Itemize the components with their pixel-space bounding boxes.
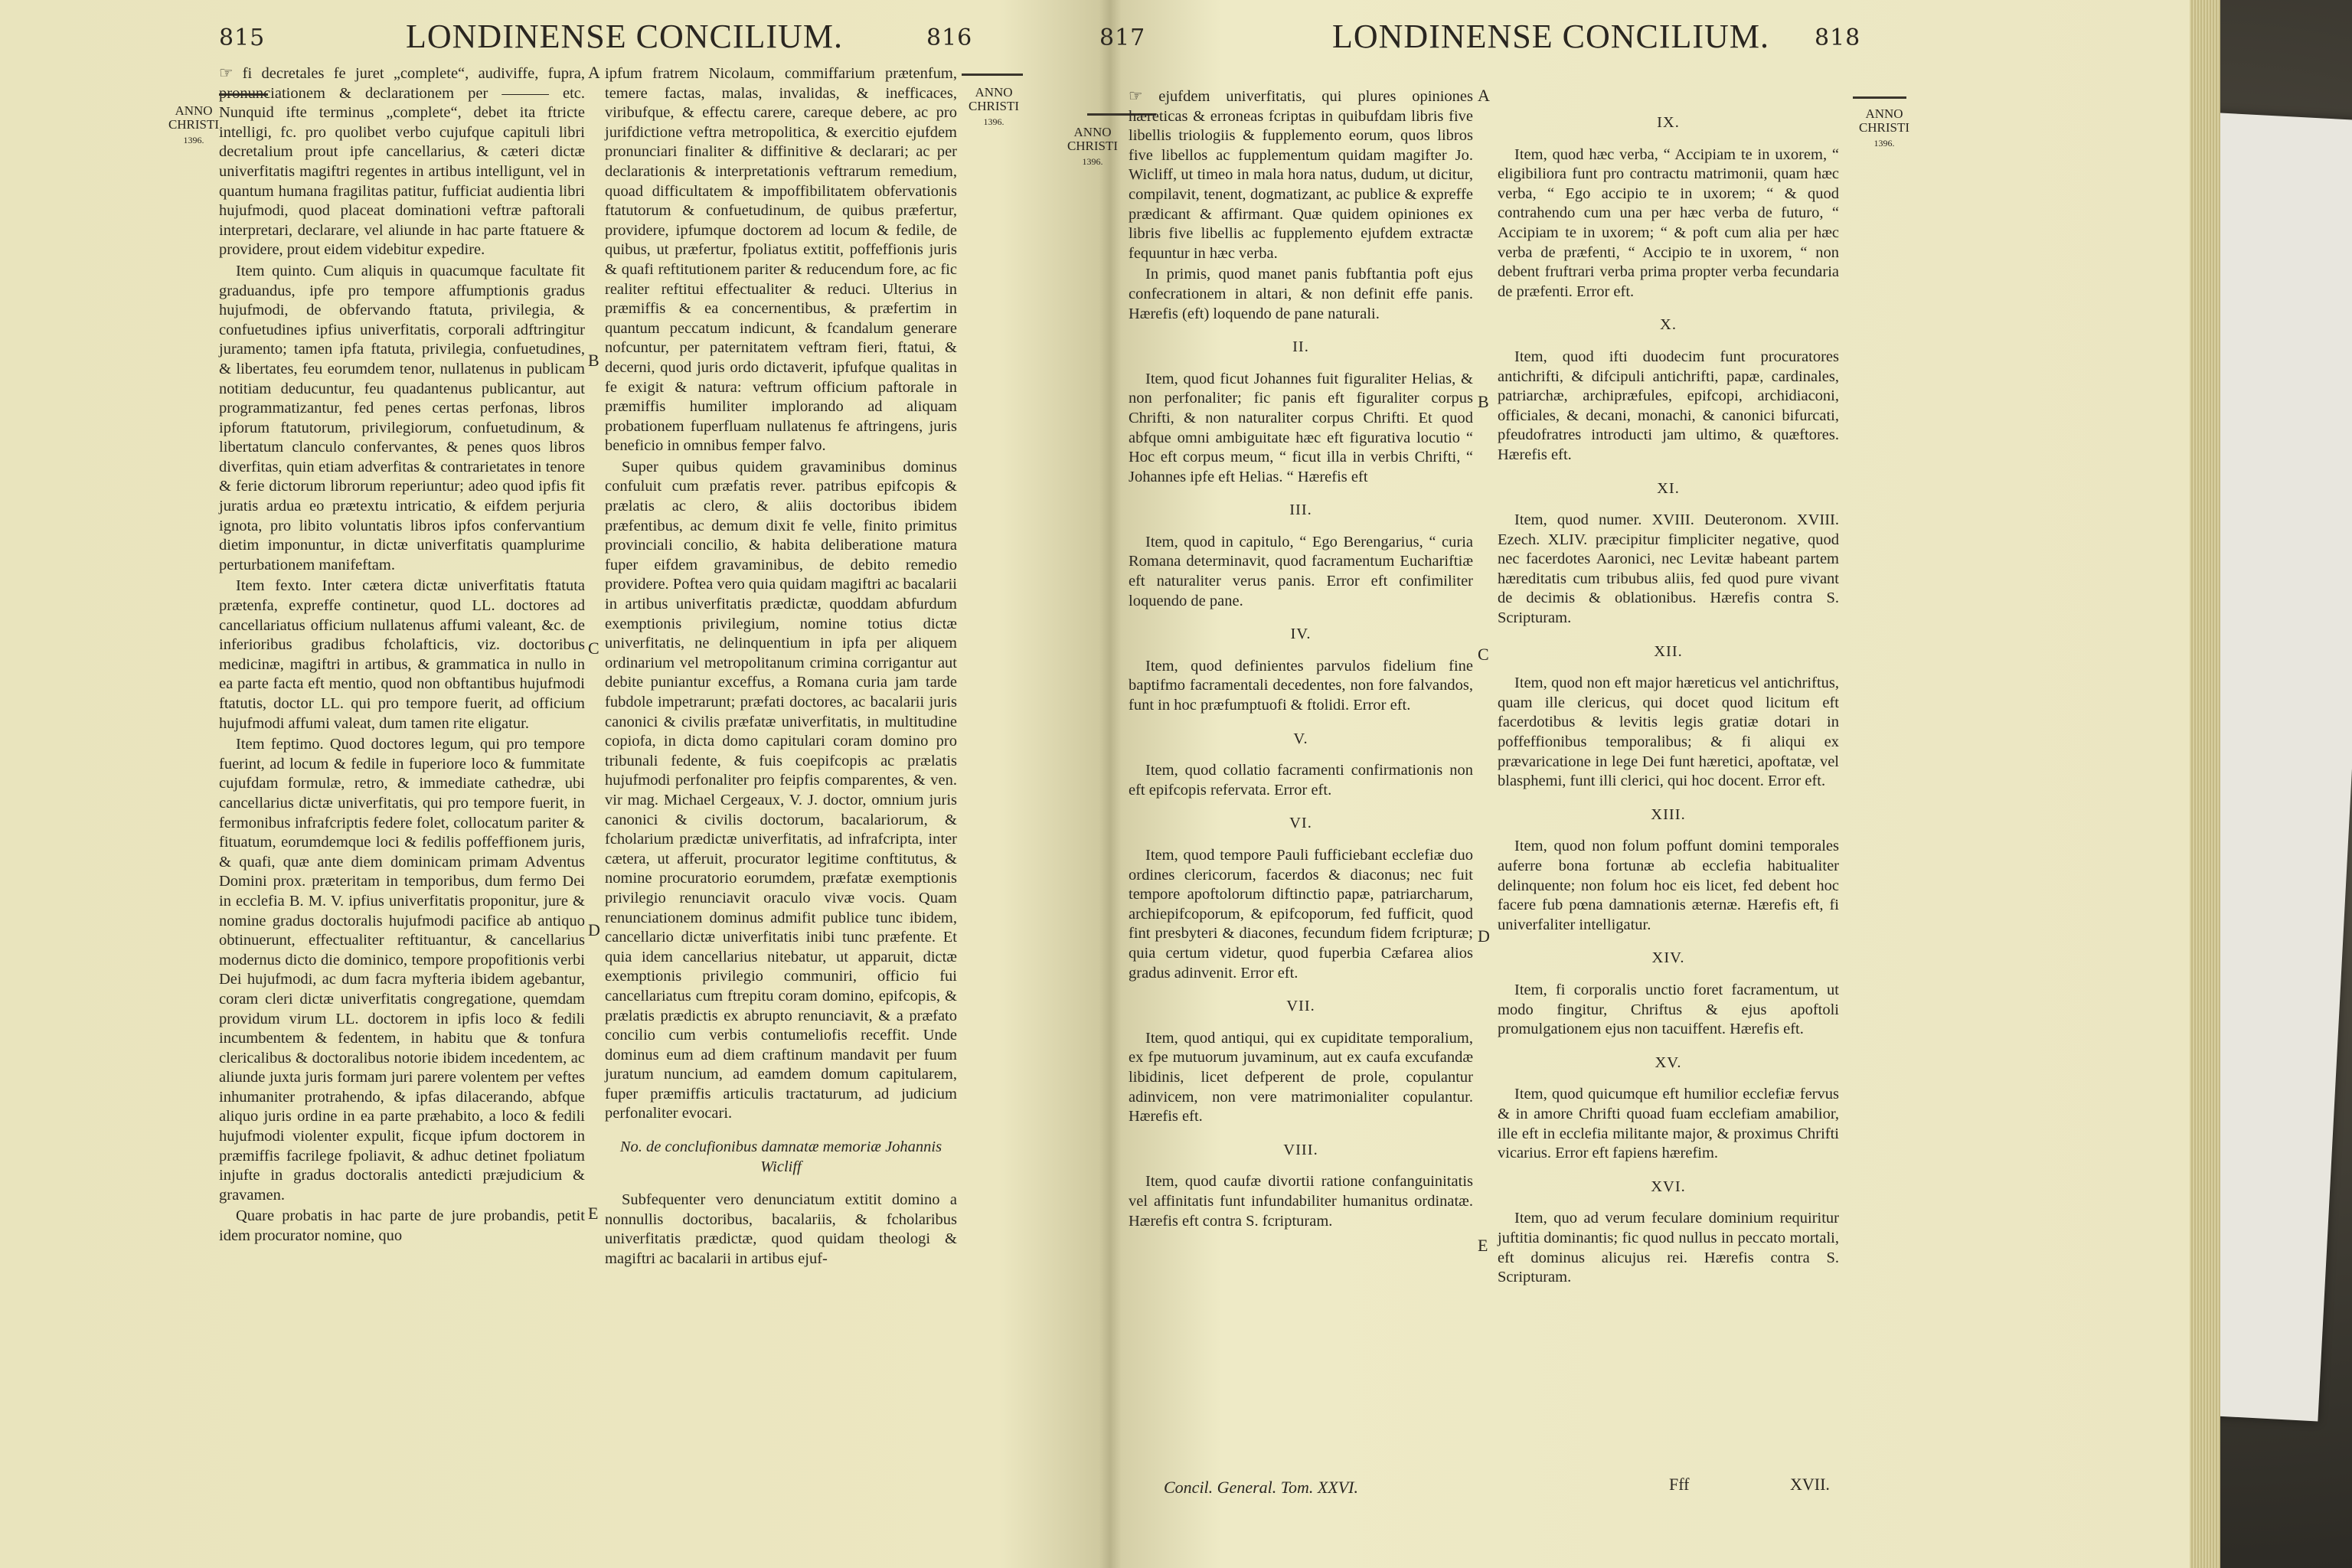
article-text: Item, fi corporalis unctio foret facramentum, ut modo fingitur, Chriftus & ejus apoftoli promulgationem ejus non tacuiffent. Hærefis eft.	[1498, 981, 1839, 1038]
year-margin-note	[965, 86, 1023, 129]
article-text: Item, quod in capitulo, “ Ego Berengarius, “ curia Romana determinavit, quod facramentum Euchariftiæ eft naturaliter verus panis. Error eft confimiliter loquendo de pane.	[1129, 533, 1473, 609]
section-letter-d: D	[1478, 926, 1490, 946]
year-label: 1396.	[1082, 156, 1103, 167]
year-margin-note	[167, 104, 220, 147]
left-page-column-2	[605, 64, 957, 1271]
anno-label: ANNO	[1865, 106, 1903, 121]
paragraph: Subfequenter vero denunciatum extitit domino a nonnullis doctoribus, bacalariis, & fcholaribus univerfitatis prædictæ, quod quidam theologi & magiftri ac bacalarii in artibus ejuf-	[605, 1191, 957, 1268]
page-title-right: LONDINENSE CONCILIUM.	[1332, 18, 1769, 55]
margin-rule	[1853, 96, 1906, 99]
article-number: XII.	[1654, 642, 1683, 660]
anno-label: ANNO	[975, 85, 1013, 100]
article-text: Item, quod ifti duodecim funt procuratores antichrifti, & difcipuli antichrifti, papæ, cardinales, patriarchæ, archipræfules, epifcopi, archidiaconi, officiales, & decani, monachi, & canonici bifurcati, pfeudofratres introducti jam ultimo, & quæftores. Hærefis eft.	[1498, 348, 1839, 463]
section-letter-b: B	[588, 351, 599, 370]
paragraph: Item quinto. Cum aliquis in quacumque facultate fit graduandus, ipfe pro tempore affumptionis gradus hujufmodi, de obfervando ftatuta, privilegia, & confuetudines ipfius univerfitatis, corporali adftringitur juramento; tamen ipfa ftatuta, privilegia, confuetudines, & libertates, feu eorumdem tenor, nullatenus in publicam notitiam deducuntur, feu quadantenus publicantur, aut programmatizantur, fed penes certas perfonas, libros ipforum ftatutorum, privilegiorum, confuetudinum, & libertatum clanculo confervantes, & penes quos libros diverfitas, quin etiam adverfitas & contrarietates in tenore & ferie dictorum librorum reperiuntur; adeo quod ipfis fit juratis ardua eo prætextu intricatio, & eifdem perjuria ignota, pro libito voluntatis libros ipfos confervantium dietim imponuntur, in dictæ univerfitatis quamplurime perturbationem manifeftam.	[219, 262, 585, 573]
christi-label: CHRISTI	[1858, 120, 1910, 135]
footer-catchword: XVII.	[1790, 1475, 1830, 1494]
page-number-818: 818	[1815, 24, 1861, 51]
section-letter-b: B	[1478, 392, 1489, 411]
year-label: 1396.	[183, 135, 204, 145]
paragraph: ☞ fi decretales fe juret „complete“, audiviffe, fupra, pronunciationem & declarationem per ——— etc. Nunquid ifte terminus „complete“, debet ita ftricte intelligi, fc. pro quolibet verbo cujufque capituli libri decretalium prout ipfe cancellarius, & cæteri dictæ univerfitatis magiftri regentes in artibus intelligunt, vel in quantum humana fragilitas patitur, fufficiat audientia libri hujufmodi, quod placeat dominationi veftræ paftorali interpretari, declarare, vel aliunde in hac parte ftatuere & providere, prout eidem videbitur expedire.	[219, 65, 585, 259]
article-number: XI.	[1657, 479, 1680, 497]
section-rubric: No. de conclufionibus damnatæ memoriæ Johannis Wicliff	[619, 1138, 942, 1175]
anno-label: ANNO	[175, 103, 213, 118]
year-label: 1396.	[983, 116, 1004, 127]
running-head-left	[0, 17, 1041, 63]
left-page-column-1	[219, 64, 585, 1248]
article-text: Item, quod caufæ divortii ratione confanguinitatis vel affinitatis funt infundabiliter humanitus ordinatæ. Hærefis eft contra S. fcripturam.	[1129, 1173, 1473, 1230]
page-number-815: 815	[219, 24, 266, 51]
article-number: II.	[1292, 338, 1309, 356]
article-number: X.	[1660, 316, 1677, 334]
section-letter-e: E	[1478, 1236, 1488, 1255]
page-number-816: 816	[926, 24, 973, 51]
article-number: VI.	[1289, 815, 1312, 832]
article-text: Item, quod non folum poffunt domini temporales auferre bona fortunæ ab ecclefia habitualiter delinquente; non folum hoc eis licet, fed debent hoc facere fub pœna damnationis æternæ. Hærefis eft, fi univerfaliter intelligatur.	[1498, 838, 1839, 933]
article-text: Item, quod tempore Pauli fufficiebant ecclefiæ duo ordines clericorum, facerdos & diaconus; nec fuit tempore apoftolorum diftinctio papæ, patriarcharum, archiepifcoporum, & epifcoporum, fed fufficit, quod fint presbyteri & diacones, fecundum fidem fcripturæ; quia certum videtur, quod fuperbia Cæfarea alios gradus adinvenit. Error eft.	[1129, 847, 1473, 982]
article-text: Item, quod quicumque eft humilior ecclefiæ fervus & in amore Chrifti quoad fuam ecclefiam amabilior, ille eft in ecclefia militante major, & proximus Chrifti vicarius. Error eft fapiens hærefim.	[1498, 1086, 1839, 1162]
section-letter-c: C	[1478, 645, 1489, 664]
paragraph: Super quibus quidem gravaminibus dominus confuluit cum præfatis rever. patribus epifcopis & prælatis ac clero, & aliis doctoribus ibidem præfentibus, ac demum dixit fe velle, finito primitus provinciali concilio, & habita deliberatione matura fuper eifdem gravaminibus, de debito remedio providere. Poftea vero quia quidam magiftri ac bacalarii in artibus univerfitatis prædictæ, quoddam abfurdum exemptionis privilegium, nomine totius dictæ univerfitatis, ne delinquentium in ipfa per aliquem ordinarium vel metropolitanum crimina corrigantur aut debite puniantur exceffus, a Romana curia jam tarde fubdole impetrarunt; præfati doctores, ac bacalarii juris canonici & civilis præfatæ univerfitatis, in multitudine copiofa, in dicta domo capitulari coram domino pro tribunali fedente, & fuis coepifcopis ac prælatis hujufmodi perfonaliter pro feipfis comparentes, & ven. vir mag. Michael Cergeaux, V. J. doctor, omnium juris canonici & civilis doctorum, bacalariorum, & fcholarium prædictæ univerfitatis, ad infrafcripta, inter cætera, ut afferuit, procurator legitime conftitutus, & nomine procuratorio eorumdem, præfatæ exemptionis privilegio renunciavit oraculo vivæ vocis. Quam renunciationem dominus admifit publice tunc ibidem, cancellario dictæ univerfitatis inibi tunc præfente. Et quia idem cancellarius nitebatur, ut apparuit, dictæ exemptionis privilegio communiri, officio fui cancellariatus cum ftrepitu coram domino, epifcopis, & prælatis prædictis ex abrupto renunciavit, & a præfato concilio cum verbis contumeliofis receffit. Unde dominus eum ad diem craftinum mandavit per fuum juratum nuncium, ad eamdem domum capitularem, fuper præmiffis articulis tractaturum, ad judicium perfonaliter evocari.	[605, 458, 957, 1122]
signature-text: Concil. General. Tom. XXVI.	[1164, 1478, 1358, 1497]
article-number: XIV.	[1651, 949, 1685, 967]
right-page-column-2	[1498, 100, 1839, 1302]
page-number-817: 817	[1099, 24, 1146, 51]
article-text: Item, quod numer. XVIII. Deuteronom. XVIII. Ezech. XLIV. præcipitur fimpliciter negative, quod nec facerdotes Aaronici, nec Levitæ habeant partem hæreditatis cum tribubus aliis, fed quod pure vivant de decimis & oblationibus. Hærefis contra S. Scripturam.	[1498, 511, 1839, 627]
article-text: Item, quod definientes parvulos fidelium fine baptifmo facramentali decedentes, non fore falvandos, funt in hoc præfumptuofi & ftolidi. Error eft.	[1129, 657, 1473, 714]
paragraph: ☞ ejufdem univerfitatis, qui plures opiniones hæreticas & erroneas fcriptas in quibufdam libris five libellis triologiis & fupplemento eorum, quos libros five libellos ac fupplementum quidam magifter Jo. Wicliff, ut timeo in mala hora natus, dudum, ut dicitur, compilavit, tenent, dogmatizant, ac publice & expreffe prædicant & affirmant. Quæ quidem opiniones ex libris five libellis ac fupplemento ejufdem extractæ fequuntur in hæc verba.	[1129, 88, 1473, 262]
running-head-right	[1049, 17, 2182, 63]
article-number: XV.	[1655, 1054, 1682, 1071]
page-title-left: LONDINENSE CONCILIUM.	[406, 18, 843, 55]
article-number: IX.	[1657, 114, 1680, 131]
right-page	[1049, 0, 2182, 1568]
christi-label: CHRISTI	[1067, 139, 1119, 153]
article-text: Item, quod hæc verba, “ Accipiam te in uxorem, “ eligibiliora funt pro contractu matrimonii, quam hæc verba, “ Ego accipio te in uxorem; “ & quod contrahendo cum una per hæc verba de futuro, “ Accipiam te in uxorem; “ & poft cum alia per hæc verba de præfenti, “ Accipio te in uxorem, “ non debent fruftrari verba prima propter verba fecundaria de præfenti. Error eft.	[1498, 145, 1839, 300]
christi-label: CHRISTI	[168, 117, 220, 132]
right-page-column-1	[1129, 87, 1473, 1245]
article-text: In primis, quod manet panis fubftantia poft ejus confecrationem in altari, & non definit effe panis. Hærefis (eft) loquendo de pane naturali.	[1129, 266, 1473, 322]
paragraph: Item feptimo. Quod doctores legum, qui pro tempore fuerint, ad locum & fedile in fuperiore loco & fummitate cujufdam formulæ, retro, & immediate cathedræ, ubi cancellarius dictæ univerfitatis, qui pro tempore fuerit, in fermonibus infrafcriptis federe folet, collocatum pariter & fituatum, eorumdemque loci & fedilis poffeffionem juris, & quafi, quæ ante diem dominicam primam Adventus Domini prox. præteritam in temporibus, dum fermo Dei in ecclefia B. M. V. ipfius univerfitatis proponitur, jure & nomine gradus doctoralis hujufmodi pacifice ab antiquo obtinuerunt, effectualiter reftituantur, & cancellarius modernus dicto die dominico, tempore propofitionis verbi Dei hujufmodi, ac dum facra myfteria ibidem agebantur, coram cleri dictæ univerfitatis congregatione, quemdam providum virum LL. doctorem in ipfis loco & fedili incumbentem & fedentem, in habitu que & tonfura clericalibus & doctoralibus notorie ibidem incedentem, ac aliunde juxta juris formam juri parere volentem per veftes inhumaniter protrahendo, & ipfas dilacerando, abfque aliquo juris ordine in ea parte præhabito, a loco & fedili hujufmodi violenter expulit, ficque ipfum doctorem in præmiffis facrilege fpoliavit, & adhuc detinet fpoliatum injufte in gradus doctoralis antedicti præjudicium & gravamen.	[219, 736, 585, 1204]
section-letter-c: C	[588, 639, 599, 658]
article-number: III.	[1289, 501, 1312, 519]
section-letter-d: D	[588, 920, 600, 939]
footer-sheet-mark: Fff	[1669, 1475, 1690, 1494]
section-letter-a: A	[588, 63, 600, 82]
footer-signature	[1164, 1478, 1358, 1498]
page-edges	[2190, 0, 2220, 1568]
christi-label: CHRISTI	[968, 99, 1020, 113]
article-number: VIII.	[1283, 1141, 1318, 1158]
article-number: VII.	[1286, 998, 1315, 1015]
left-page	[0, 0, 1041, 1568]
paragraph: Quare probatis in hac parte de jure probandis, petit idem procurator nomine, quo	[219, 1207, 585, 1245]
anno-label: ANNO	[1073, 125, 1112, 139]
year-margin-note	[1853, 107, 1916, 150]
article-number: IV.	[1290, 626, 1312, 643]
section-letter-e: E	[588, 1204, 599, 1223]
year-margin-note	[1061, 126, 1124, 168]
article-number: XIII.	[1651, 805, 1686, 823]
year-label: 1396.	[1873, 138, 1895, 149]
article-text: Item, quod non eft major hæreticus vel antichriftus, quam ille clericus, qui docet quod licitum eft facerdotibus & levitis legis gratiæ dotari in poffeffionibus temporalibus; & fi aliqui ex prævaricatione in lege Dei funt hæretici, apoftatæ, vel blasphemi, funt illi clerici, qui hoc docent. Error eft.	[1498, 675, 1839, 790]
paragraph: Item fexto. Inter cætera dictæ univerfitatis ftatuta prætenfa, expreffe continetur, quod LL. doctores ad cancellariatus officium nullatenus affumi valeant, &c. de inferioribus gradibus fcholafticis, viz. doctoribus medicinæ, magiftri in artibus, & grammatica in nullo in ea parte facta eft mentio, quod non obftantibus hujufmodi ftatutis, doctor LL. qui pro tempore fuerit, ad officium hujufmodi affumi valeat, dum tamen rite eligatur.	[219, 577, 585, 732]
article-number: V.	[1293, 730, 1308, 747]
paragraph: ipfum fratrem Nicolaum, commiffarium prætenfum, temere factas, malas, invalidas, & inefficaces, viribufque, & effectu carere, careque debere, ac pro jurifdictione veftra metropolitica, & exercitio ejufdem pronunciari finaliter & diffinitive & declarari; ac per declarationis & interpretationis veftrarum remedium, quoad difficultatem & impoffibilitatem obfervationis ftatutorum & confuetudinum, de quibus præfertur, providere, ipfumque doctorem ad locum & fedile, de quibus, ut præfertur, fpoliatus extitit, poffeffionis juris & quafi reftitutionem pariter & reducendum fore, ac fic realiter reftitui effectualiter & reduci. Ulterius in præmiffis & ea concernentibus, & præfertim in quantum peccatum indicunt, & fcandalum generare nofcuntur, per paternitatem veftram fieri, ftatui, & decerni, quod juris ordo dictaverit, ipfufque qualitas in fe exigit & natura: veftrum officium paftorale in præmiffis humiliter implorando ad aliquam probationem fuperfluam nullatenus fe aftringens, juris beneficio in omnibus femper falvo.	[605, 65, 957, 455]
section-letter-a: A	[1478, 86, 1490, 105]
article-text: Item, quod ficut Johannes fuit figuraliter Helias, & non perfonaliter; fic panis eft figuraliter corpus Chrifti, & non naturaliter corpus Chrifti. Et quod abfque omni ambiguitate hæc eft figurativa locutio “ Hoc eft corpus meum, “ ficut illa in verbis Chrifti, “ Johannes ipfe eft Helias. “ Hærefis eft	[1129, 370, 1473, 485]
article-text: Item, quo ad verum feculare dominium requiritur juftitia dominantis; fic quod nullus in peccato mortali, eft dominus alicujus rei. Hærefis contra S. Scripturam.	[1498, 1210, 1839, 1286]
margin-rule	[962, 74, 1023, 76]
article-text: Item, quod antiqui, qui ex cupiditate temporalium, ex fpe mutuorum juvaminum, aut ex caufa excufandæ libidinis, licet defperent de prole, copulantur adinvicem, non vere matrimonialiter copulantur. Hærefis eft.	[1129, 1029, 1473, 1125]
article-text: Item, quod collatio facramenti confirmationis non eft epifcopis refervata. Error eft.	[1129, 762, 1473, 799]
article-number: XVI.	[1651, 1178, 1686, 1195]
